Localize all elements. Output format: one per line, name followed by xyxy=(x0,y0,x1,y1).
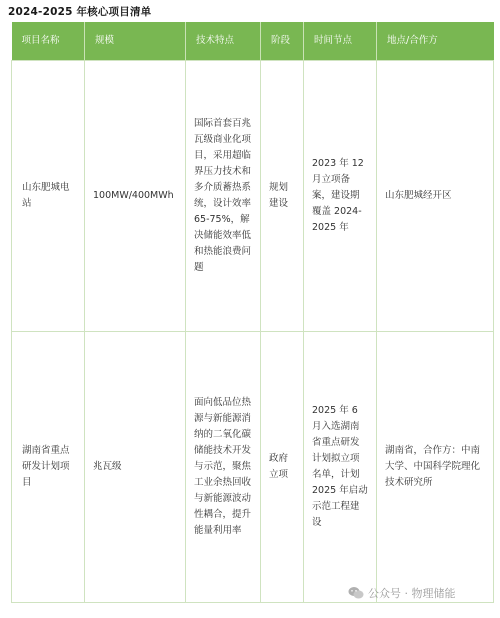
header-tech-features: 技术特点 xyxy=(186,22,261,60)
header-project-name: 项目名称 xyxy=(12,22,85,60)
wechat-icon xyxy=(348,586,364,600)
cell-time-nodes: 2023 年 12 月立项备案，建设期覆盖 2024-2025 年 xyxy=(304,60,377,331)
cell-location: 山东肥城经开区 xyxy=(377,60,494,331)
project-table xyxy=(11,22,494,603)
cell-stage: 规划建设 xyxy=(261,60,304,331)
cell-scale: 100MW/400MWh xyxy=(85,60,186,331)
header-time-nodes: 时间节点 xyxy=(304,22,377,60)
header-location-partners: 地点/合作方 xyxy=(377,22,494,60)
header-scale: 规模 xyxy=(85,22,186,60)
table-row xyxy=(12,331,494,602)
cell-tech-features: 国际首套百兆瓦级商业化项目，采用超临界压力技术和多介质蓄热系统，设计效率65-75%，解决储能效率低和热能浪费问题 xyxy=(186,60,261,331)
header-stage: 阶段 xyxy=(261,22,304,60)
table-title: 2024-2025 年核心项目清单 xyxy=(8,6,152,18)
cell-tech-features: 面向低品位热源与新能源消纳的二氧化碳储能技术开发与示范，聚焦工业余热回收与新能源波动性耦合，提升能量利用率 xyxy=(186,331,261,602)
cell-stage: 政府立项 xyxy=(261,331,304,602)
cell-location: 湖南省，合作方：中南大学、中国科学院理化技术研究所 xyxy=(377,331,494,602)
cell-scale: 兆瓦级 xyxy=(85,331,186,602)
cell-time-nodes: 2025 年 6 月入选湖南省重点研发计划拟立项名单，计划 2025 年启动示范工程建设 xyxy=(304,331,377,602)
table-row xyxy=(12,60,494,331)
cell-project-name: 湖南省重点研发计划项目 xyxy=(12,331,85,602)
table-header-row xyxy=(12,22,494,60)
cell-project-name: 山东肥城电站 xyxy=(12,60,85,331)
watermark xyxy=(348,585,456,601)
watermark-text: 公众号 · 物理储能 xyxy=(368,587,456,600)
